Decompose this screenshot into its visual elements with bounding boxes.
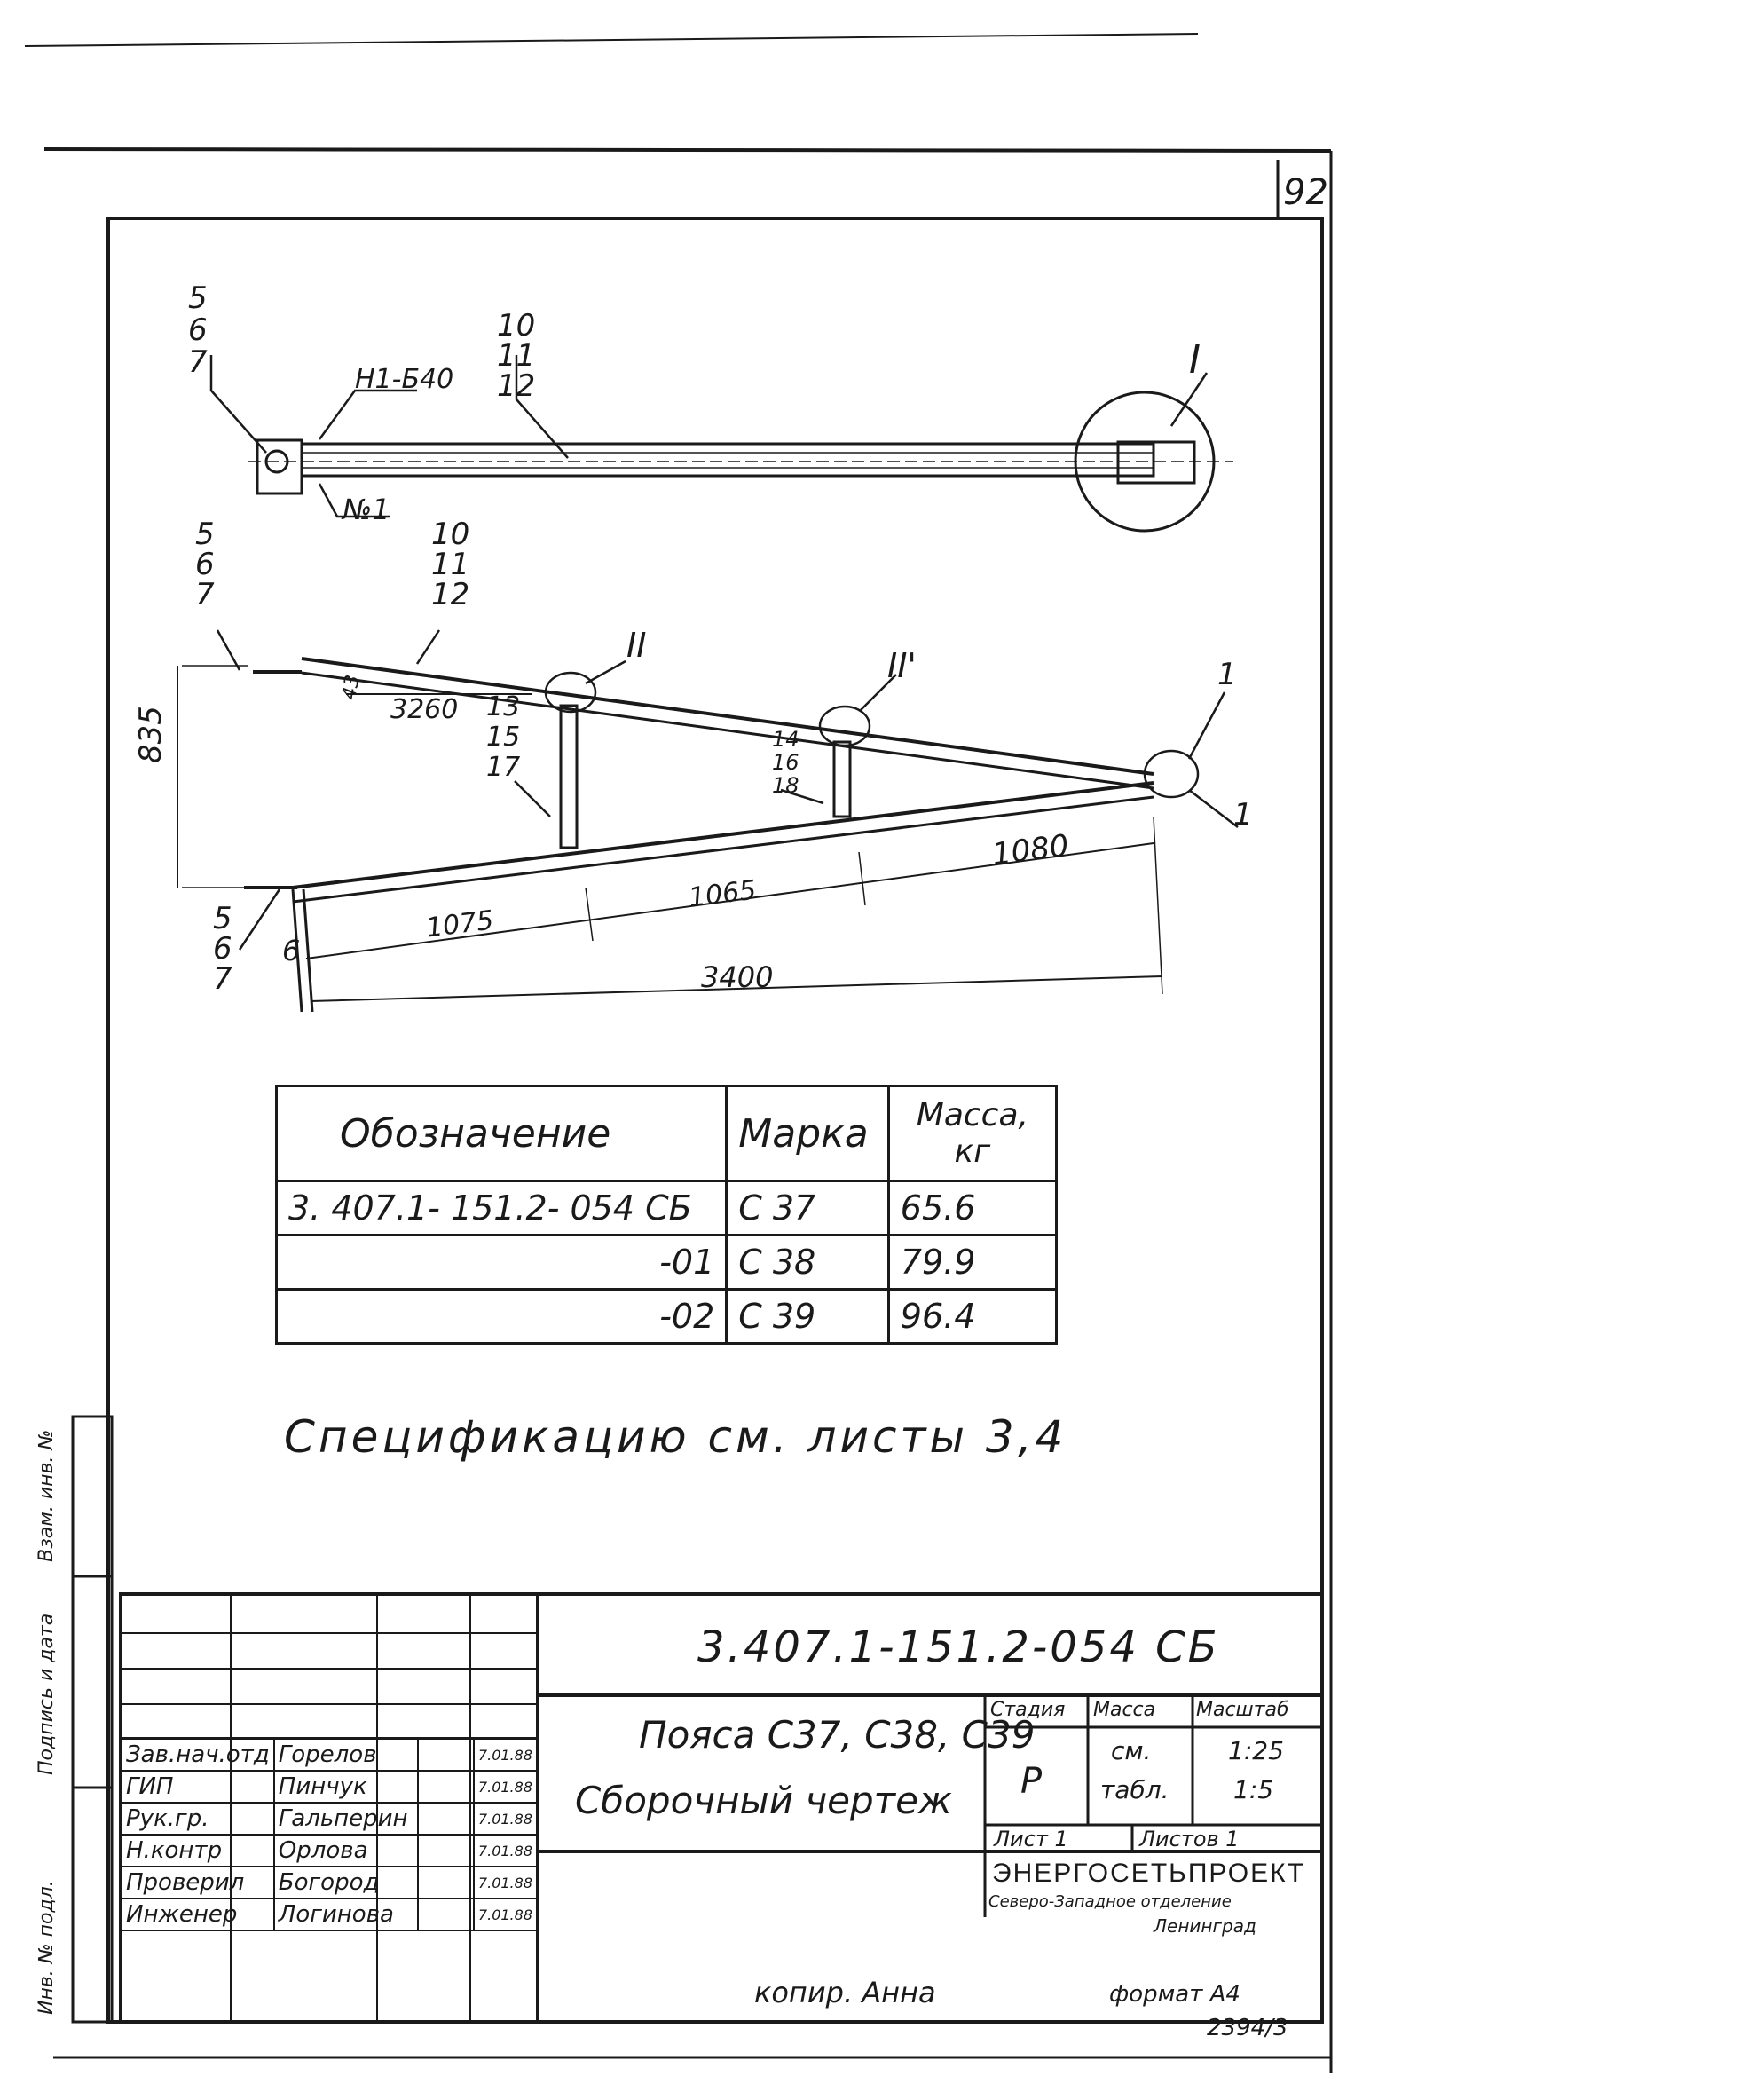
- cell-mass: 96.4: [888, 1290, 1056, 1344]
- dim-height-label: 835: [133, 706, 169, 763]
- callout-brace-1: [486, 692, 520, 783]
- date: 7.01.88: [474, 1835, 537, 1867]
- header-designation: Обозначение: [277, 1086, 727, 1181]
- callout-number: 7: [195, 577, 215, 612]
- callout-number: 18: [772, 773, 799, 798]
- top-view-chord: [302, 444, 1154, 476]
- callout-number: 16: [772, 750, 799, 775]
- cell-mass: 79.9: [888, 1236, 1056, 1290]
- table-row: [122, 1835, 537, 1867]
- sheets-label: Листов 1: [1139, 1827, 1240, 1851]
- outer-frame-top: [44, 149, 1331, 151]
- date: 7.01.88: [474, 1739, 537, 1771]
- dim-seg1-label: 1075: [424, 904, 496, 944]
- side-stamp-2: Подпись и дата: [35, 1613, 58, 1775]
- role: Зав.нач.отд: [122, 1739, 274, 1771]
- side-stamp-frame: [73, 1417, 112, 2022]
- callout-number: 11: [431, 547, 470, 582]
- date: 7.01.88: [474, 1771, 537, 1803]
- name: Орлова: [274, 1835, 418, 1867]
- name: Гальперин: [274, 1803, 418, 1835]
- detail-mark-II: II: [626, 626, 647, 665]
- document-code: 3.407.1-151.2-054 СБ: [697, 1622, 1220, 1672]
- table-row: [122, 1803, 537, 1835]
- detail-mark-I: I: [1189, 337, 1201, 383]
- cell-mark: С 37: [727, 1181, 889, 1236]
- callout-number: 6: [213, 931, 232, 967]
- callout-number: 6: [188, 312, 208, 348]
- detail-mark-II-prime: II': [887, 646, 917, 685]
- name: Горелов: [274, 1739, 418, 1771]
- copied-by: копир. Анна: [754, 1976, 936, 2009]
- upper-chord-line-2: [302, 673, 1154, 788]
- signatures-table: [121, 1738, 538, 1931]
- role: ГИП: [122, 1771, 274, 1803]
- signature: [418, 1835, 474, 1867]
- organization-name: ЭНЕРГОСЕТЬПРОЕКТ: [992, 1859, 1305, 1888]
- date: 7.01.88: [474, 1867, 537, 1899]
- callout-side-top-left: [195, 519, 215, 610]
- header-mass: Масса, кг: [888, 1086, 1056, 1181]
- callout-number: 14: [772, 727, 799, 752]
- mass-value-1: см.: [1111, 1736, 1152, 1765]
- dim-seg2-label: 1065: [687, 874, 759, 914]
- format-label: формат А4: [1109, 1981, 1240, 2008]
- side-stamp-3: Инв. № подл.: [35, 1880, 58, 2015]
- table-row: [277, 1290, 1057, 1344]
- cell-mark: С 38: [727, 1236, 889, 1290]
- callout-number: 15: [486, 722, 521, 753]
- callout-number: 7: [213, 961, 232, 997]
- footer-number: 2394/3: [1207, 2015, 1288, 2041]
- side-stamp-1: Взам. инв. №: [35, 1429, 58, 1562]
- spec-table: [275, 1085, 1058, 1345]
- table-row: [122, 1867, 537, 1899]
- role: Н.контр: [122, 1835, 274, 1867]
- signature: [418, 1739, 474, 1771]
- col-scale: Масштаб: [1196, 1699, 1289, 1721]
- sheet-label: Лист 1: [994, 1827, 1068, 1851]
- brace-2: [834, 742, 850, 817]
- product-name: Пояса С37, С38, С39: [639, 1713, 1036, 1757]
- table-row: [122, 1899, 537, 1930]
- table-row: [277, 1181, 1057, 1236]
- role: Проверил: [122, 1867, 274, 1899]
- callout-number: 11: [497, 338, 536, 374]
- scale-value-1: 1:25: [1228, 1736, 1284, 1765]
- cell-mark: С 39: [727, 1290, 889, 1344]
- callout-number: 5: [188, 280, 208, 316]
- mark-1-top: 1: [1217, 657, 1237, 692]
- name: Логинова: [274, 1899, 418, 1930]
- callout-number: 17: [486, 752, 521, 783]
- mark-1-bottom: 1: [1233, 797, 1253, 833]
- detail-circle-II-prime: [820, 707, 870, 746]
- role: Рук.гр.: [122, 1803, 274, 1835]
- signature: [418, 1803, 474, 1835]
- cell-designation: -01: [277, 1236, 727, 1290]
- organization-division: Северо-Западное отделение: [988, 1892, 1232, 1911]
- callout-top-right: [497, 308, 536, 404]
- callout-number: 5: [195, 517, 215, 552]
- callout-number: 6: [195, 547, 215, 582]
- header-mark: Марка: [727, 1086, 889, 1181]
- stage-value: Р: [1020, 1761, 1043, 1802]
- dim-seg3-label: 1080: [989, 827, 1071, 873]
- callout-plate: №1: [343, 493, 390, 526]
- callout-number: 13: [486, 691, 521, 722]
- callout-number: 12: [497, 368, 536, 404]
- cell-designation: -02: [277, 1290, 727, 1344]
- spec-header-row: [277, 1086, 1057, 1181]
- organization-city: Ленинград: [1154, 1915, 1256, 1937]
- callout-top-left: [188, 282, 208, 378]
- top-edge-line: [25, 34, 1198, 46]
- callout-bolt: Н1-Б40: [355, 364, 454, 395]
- callout-brace-2: [772, 728, 799, 797]
- callout-side-top-mid: [431, 519, 469, 610]
- role: Инженер: [122, 1899, 274, 1930]
- mass-value-2: табл.: [1100, 1775, 1169, 1804]
- cell-designation: 3. 407.1- 151.2- 054 СБ: [277, 1181, 727, 1236]
- callout-number: 5: [213, 901, 232, 936]
- page-number: 92: [1283, 172, 1328, 213]
- dim-total-label: 3400: [701, 960, 774, 994]
- table-row: [122, 1739, 537, 1771]
- callout-number: 10: [497, 308, 536, 343]
- table-row: [122, 1771, 537, 1803]
- callout-side-bottom-left: [213, 901, 232, 997]
- signature: [418, 1771, 474, 1803]
- table-row: [277, 1236, 1057, 1290]
- mark-6: 6: [282, 934, 301, 967]
- callout-number: 10: [431, 517, 470, 552]
- signature: [418, 1899, 474, 1930]
- dim-small-label: 43: [338, 673, 365, 702]
- col-mass: Масса: [1093, 1699, 1156, 1721]
- specification-note: Спецификацию см. листы 3,4: [284, 1411, 1067, 1463]
- name: Богород: [274, 1867, 418, 1899]
- name: Пинчук: [274, 1771, 418, 1803]
- top-view-end-plate: [257, 440, 302, 493]
- scale-value-2: 1:5: [1233, 1775, 1274, 1804]
- drawing-type: Сборочный чертеж: [575, 1779, 952, 1822]
- callout-number: 7: [188, 344, 208, 380]
- brace-1: [561, 706, 577, 848]
- callout-number: 12: [431, 577, 470, 612]
- date: 7.01.88: [474, 1899, 537, 1930]
- signature: [418, 1867, 474, 1899]
- dim-top-label: 3260: [390, 694, 459, 725]
- date: 7.01.88: [474, 1803, 537, 1835]
- cell-mass: 65.6: [888, 1181, 1056, 1236]
- col-stage: Стадия: [990, 1699, 1066, 1721]
